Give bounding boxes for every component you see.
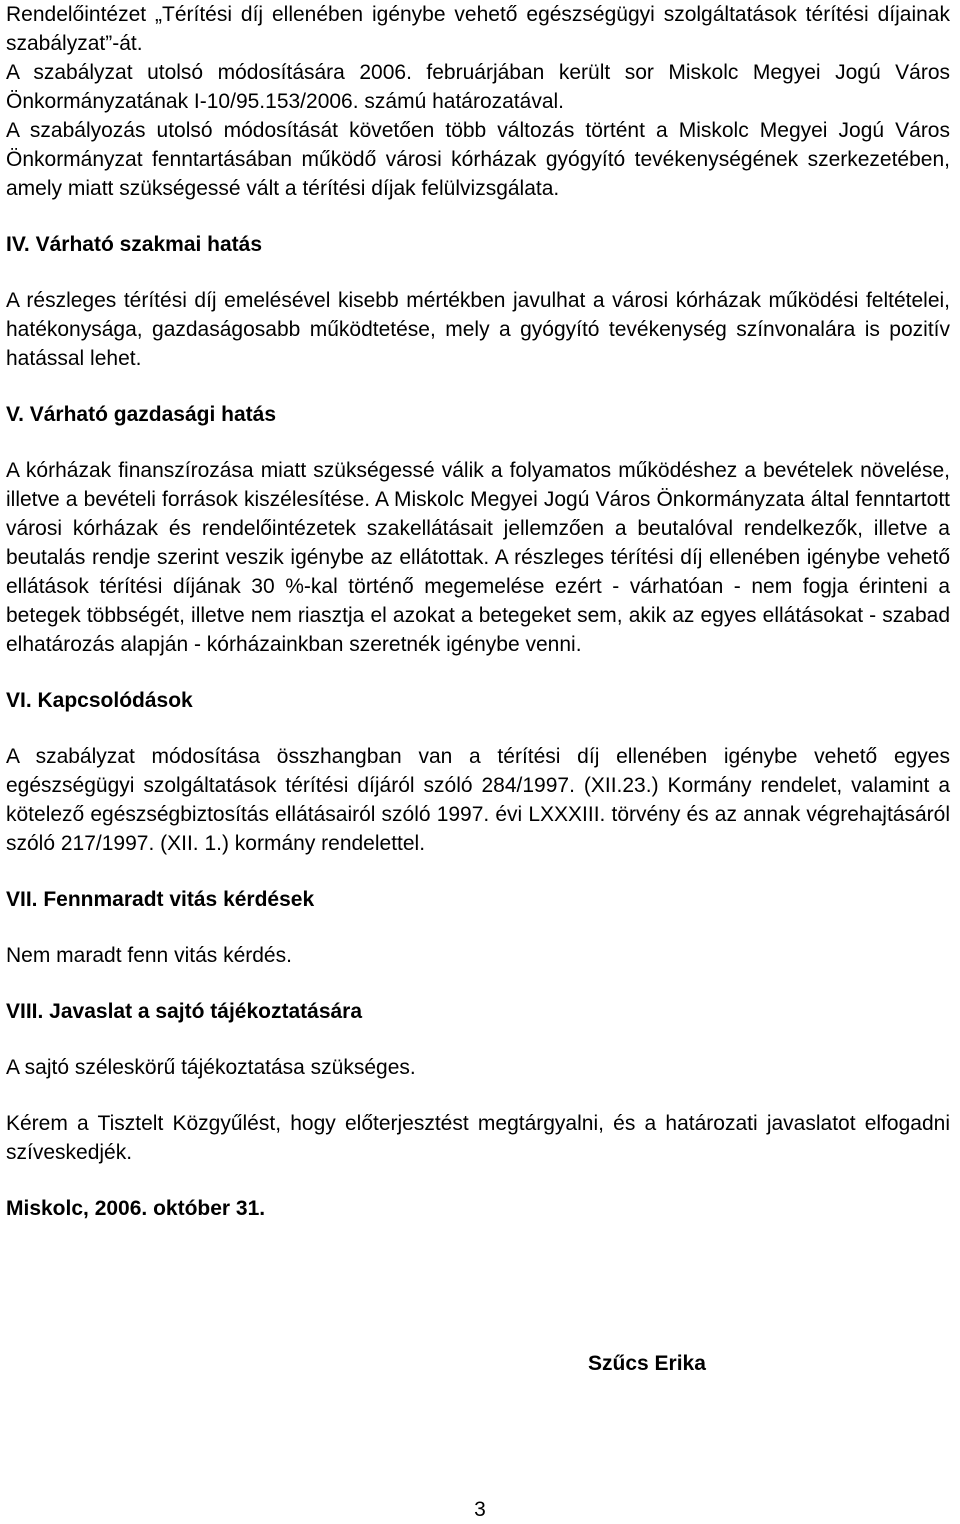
section-vii-heading: VII. Fennmaradt vitás kérdések [6,888,315,911]
request-paragraph: Kérem a Tisztelt Közgyűlést, hogy előterjesztést megtárgyalni, és a határozati javaslatot elfogadni szíveskedjék. [6,1112,950,1164]
signatory-name: Szűcs Erika [588,1352,706,1375]
intro-changes-paragraph: A szabályozás utolsó módosítását követően több változás történt a Miskolc Megyei Jogú Város Önkormányzat fenntartásában működő városi kórházak gyógyító tevékenységének szerkezetében, amely miatt szükségessé vált a térítési díjak felülvizsgálata. [6,119,950,200]
intro-continuation-paragraph: Rendelőintézet „Térítési díj ellenében igénybe vehető egészségügyi szolgáltatások térítési díjainak szabályzat”-át. [6,3,950,55]
section-viii-heading: VIII. Javaslat a sajtó tájékoztatására [6,1000,363,1023]
document-page [6,0,950,1223]
page-number: 3 [474,1498,486,1521]
section-iv-heading: IV. Várható szakmai hatás [6,233,263,256]
section-vi-heading: VI. Kapcsolódások [6,689,193,712]
section-v-body: A kórházak finanszírozása miatt szükségessé válik a folyamatos működéshez a bevételek növelése, illetve a bevételi források kiszélesítése. A Miskolc Megyei Jogú Város Önkormányzata által fenntartott városi kórházak és rendelőintézetek szakellátásait jellemzően a beutalóval rendelkezők, illetve a beutalás rendje szerint veszik igénybe az ellátottak. A részleges térítési díj ellenében igénybe vehető ellátások térítési díjának 30 %-kal történő megemelése ezért - várhatóan - nem fogja érinteni a betegek többségét, illetve nem riasztja el azokat a betegeket sem, akik az egyes ellátásokat - szabad elhatározás alapján - kórházainkban szeretnék igénybe venni. [6,459,950,656]
section-viii-body: A sajtó széleskörű tájékoztatása szükséges. [6,1056,416,1079]
section-vi-body: A szabályzat módosítása összhangban van a térítési díj ellenében igénybe vehető egyes egészségügyi szolgáltatások térítési díjáról szóló 284/1997. (XII.23.) Kormány rendelet, valamint a kötelező egészségbiztosítás ellátásairól szóló 1997. évi LXXXIII. törvény és az annak végrehajtásáról szóló 217/1997. (XII. 1.) kormány rendelettel. [6,745,950,855]
section-iv-body: A részleges térítési díj emelésével kisebb mértékben javulhat a városi kórházak működési feltételei, hatékonysága, gazdaságosabb működtetése, mely a gyógyító tevékenység színvonalára is pozitív hatással lehet. [6,289,950,370]
intro-amendment-paragraph: A szabályzat utolsó módosítására 2006. februárjában került sor Miskolc Megyei Jogú Város Önkormányzatának I-10/95.153/2006. számú határozatával. [6,61,950,113]
date-line: Miskolc, 2006. október 31. [6,1197,266,1220]
section-vii-body: Nem maradt fenn vitás kérdés. [6,944,292,967]
section-v-heading: V. Várható gazdasági hatás [6,403,276,426]
